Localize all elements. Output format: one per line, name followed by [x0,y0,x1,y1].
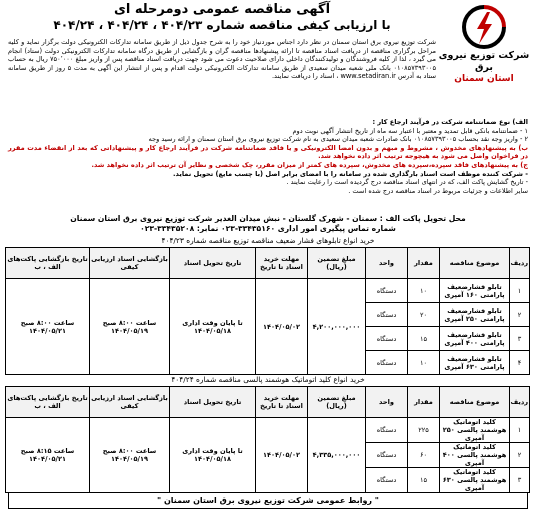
opening-cell: ساعت ۸:۱۵ صبح ۱۴۰۴/۰۵/۲۱ [6,418,90,493]
col-row-num: ردیف [510,248,530,279]
row-unit: دستگاه [366,351,408,375]
intro-paragraph: شرکت توزیع نیروی برق استان سمنان در نظر دارد اجناس موردنیاز خود را به شرح جدول ذیل از طریق سامانه تدارکات الکترونیکی دولت برگزار نماید و کلیه مراحل برگزاری مناقصه از دریافت اسناد مناقصه تا ارائه پیشنهادها مناقصه گران و بازگشایی از طریق درگاه سامانه تدارکات الکترونیکی دولت (ستاد) انجام می گیرد ، لذا از کلیه فروشندگان و تولیدکنندگان داخلی دارای صلاحیت دعوت می شود جهت دریافت اسناد مناقصه پس از واریز مبلغ ۷۵۰٬۰۰۰ ریال به حساب ۰۱۰۸۵۷۳۹۳۰۰۵ بانک ملی شعبه میدان سعیدی از طریق سامانه تدارکات الکترونیکی دولت اقدام و پس از انتشار این آگهی به مدت ۵ روز از طریق سامانه ستاد به آدرس www.setadiran.ir ، اسناد را دریافت نمایند. [8,38,436,81]
quality-cell: ساعت ۸:۰۰ صبح ۱۴۰۴/۰۵/۱۹ [90,279,170,375]
row-qty: ۱۰ [408,351,440,375]
row-subject: تابلو فشارضعیف پارامتی ۶۳۰ آمپری [440,351,510,375]
col-subject: موضوع مناقصه [440,387,510,418]
condition-e: - تاریخ گشایش پاکت الف، که در انتهای اسناد مناقصه درج گردیده است را رعایت نمایند . [286,178,528,187]
guarantee-item-1: ۱ - ضمانتنامه بانکی قابل تمدید و معتبر با اعتبار سه ماه از تاریخ انتشار آگهی نوبت دوم [292,126,528,135]
delivery-cell: تا پایان وقت اداری ۱۴۰۴/۰۵/۱۸ [170,418,256,493]
company-name: شرکت توزیع نیروی برق [438,50,530,73]
notice-header [8,2,436,33]
row-unit: دستگاه [366,468,408,493]
tender-table-1 [5,247,530,375]
col-deadline: مهلت خرید اسناد تا تاریخ [256,387,308,418]
deadline-cell: ۱۴۰۴/۰۵/۰۲ [256,418,308,493]
address-line: محل تحویل پاکت الف : سمنان - شهرک گلستان - نبش میدان الغدیر شرکت توزیع نیروی برق استان سمنان [70,214,466,223]
table2-header-row [6,387,530,418]
row-unit: دستگاه [366,303,408,327]
row-num: ۳ [510,468,530,493]
col-qty: مقدار [408,248,440,279]
deadline-cell: ۱۴۰۴/۰۵/۰۲ [256,279,308,375]
notice-title: آگهی مناقصه عمومی دومرحله ای [113,2,331,17]
condition-d: - شرکت کننده موظف است اسناد بارگذاری شده در سامانه را با امضای برابر اصل (با چسب مایع) تحویل نماید. [173,169,528,178]
row-num: ۳ [510,327,530,351]
col-quality: بازگشایی اسناد ارزیابی کیفی [90,248,170,279]
row-subject: تابلو فشارضعیف پارامتی ۴۰۰ آمپری [440,327,510,351]
table1-caption: خرید انواع تابلوهای فشار ضعیف مناقصه توزیع مناقصه شماره ۴۰۴/۲۳ [161,236,375,245]
col-subject: موضوع مناقصه [440,248,510,279]
col-deadline: مهلت خرید اسناد تا تاریخ [256,248,308,279]
public-relations-footer: " روابط عمومی شرکت توزیع نیروی برق استان سمنان " [8,492,528,509]
condition-f: سایر اطلاعات و جزئیات مربوط در اسناد مناقصه درج شده است . [348,186,528,195]
notice-subtitle: با ارزیابی کیفی مناقصه شماره ۴۰۴/۲۳ ، ۴۰۴/۲۴ ، ۴۰۴/۲۴ [53,18,391,32]
row-num: ۲ [510,303,530,327]
col-qty: مقدار [408,387,440,418]
row-qty: ۲۲۵ [408,418,440,443]
row-unit: دستگاه [366,327,408,351]
row-unit: دستگاه [366,418,408,443]
row-subject: کلید اتوماتیک هوشمند پالسی ۶۳۰ آمپری [440,468,510,493]
guarantee-cell: ۴,۳۳۵,۰۰۰,۰۰۰ [308,418,366,493]
condition-c: ج) به پیشنهادهای فاقد سپرده،سپرده های مخدوش، سپرده های کمتر از میزان مقرر، چک شخصی و نظایر آن ترتیب اثر داده نخواهد شد. [91,160,528,169]
tender-table-2 [5,386,530,493]
power-tower-logo-icon [461,4,507,50]
row-num: ۲ [510,443,530,468]
guarantee-item-2: ۲ - واریز وجه نقد بحساب ۰۱۰۸۵۷۳۹۳۰۰۵ بانک صادرات شعبه میدان سعیدی به نام شرکت توزیع نیروی برق استان سمنان و ارائه رسید وجه [148,135,528,144]
table1-header-row [6,248,530,279]
conditions-block [8,118,528,195]
col-row-num: ردیف [510,387,530,418]
col-guarantee: مبلغ تضمین (ریال) [308,248,366,279]
table2-caption: خرید انواع کلید اتوماتیک هوشمند پالسی مناقصه شماره ۴۰۴/۲۴ [171,375,365,384]
col-delivery: تاریخ تحویل اسناد [170,248,256,279]
company-province: استان سمنان [454,74,514,84]
col-opening: تاریخ بازگشایی پاکت‌های الف ، ب [6,248,90,279]
row-unit: دستگاه [366,279,408,303]
col-unit: واحد [366,387,408,418]
row-subject: کلید اتوماتیک هوشمند پالسی ۴۰۰ آمپری [440,443,510,468]
col-quality: بازگشایی اسناد ارزیابی کیفی [90,387,170,418]
row-num: ۴ [510,351,530,375]
condition-b: ب) به پیشنهادهای مخدوش ، مشروط و مبهم و بدون امضا الکترونیکی و یا فاقد ضمانتنامه شرکت در فرآیند ارجاع کار و پیشنهاداتی که بعد از انقضاء مدت مقرر در فراخوان واصل می شود به هیچوجه ترتیب اثر داده نخواهد شد. [8,143,528,161]
row-qty: ۱۵ [408,468,440,493]
opening-cell: ساعت ۸:۰۰ صبح ۱۴۰۴/۰۵/۲۱ [6,279,90,375]
company-logo [438,4,530,85]
row-qty: ۲۰ [408,303,440,327]
row-qty: ۶۰ [408,443,440,468]
col-unit: واحد [366,248,408,279]
table-row [6,279,530,303]
delivery-address [8,214,528,234]
guarantee-cell: ۴,۲۰۰,۰۰۰,۰۰۰ [308,279,366,375]
row-num: ۱ [510,279,530,303]
row-subject: کلید اتوماتیک هوشمند پالسی ۲۵۰ آمپری [440,418,510,443]
quality-cell: ساعت ۸:۰۰ صبح ۱۴۰۴/۰۵/۱۹ [90,418,170,493]
table-row [6,418,530,443]
col-opening: تاریخ بازگشایی پاکت‌های الف ، ب [6,387,90,418]
contact-line: شماره تماس پیگیری امور اداری ۳۳۴۳۵۱۶۰-۰۲۳ نمابر: ۳۳۴۳۵۲۰۸-۰۲۳ [140,224,396,233]
col-delivery: تاریخ تحویل اسناد [170,387,256,418]
row-subject: تابلو فشارضعیف پارامتی ۱۶۰ آمپری [440,279,510,303]
row-num: ۱ [510,418,530,443]
row-qty: ۱۵ [408,327,440,351]
guarantee-heading: الف) نوع ضمانتنامه شرکت در فرآیند ارجاع کار : [372,118,528,126]
row-subject: تابلو فشارضعیف پارامتی ۲۵۰ آمپری [440,303,510,327]
col-guarantee: مبلغ تضمین (ریال) [308,387,366,418]
row-unit: دستگاه [366,443,408,468]
row-qty: ۱۰ [408,279,440,303]
delivery-cell: تا پایان وقت اداری ۱۴۰۴/۰۵/۱۸ [170,279,256,375]
